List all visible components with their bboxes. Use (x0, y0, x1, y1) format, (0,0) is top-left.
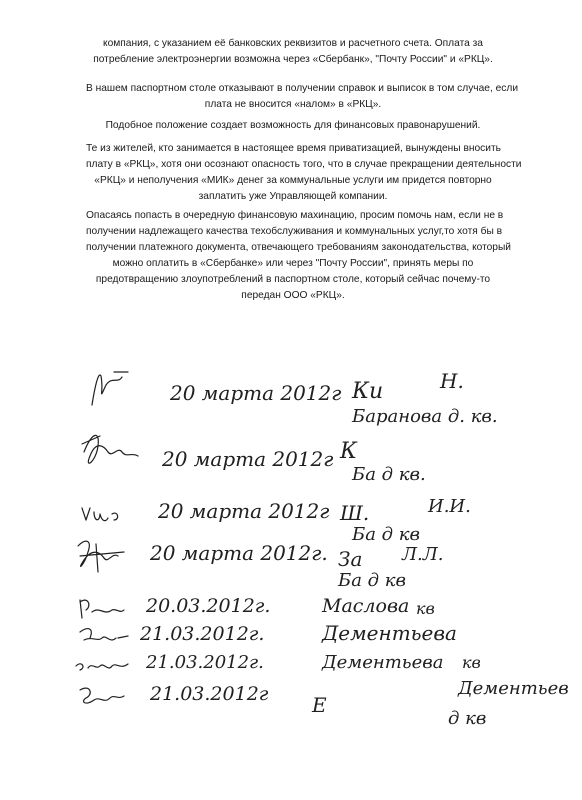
signature-name: Маслова (322, 595, 410, 617)
text-line: потребление электроэнергии возможна через «Сбербанк», "Почту России" и «РКЦ». (93, 54, 493, 65)
text-line: Опасаясь попасть в очередную финансовую махинацию, просим помочь нам, если не в (86, 210, 504, 221)
text-line: получении платежного документа, отвечающего требованиям законодательства, который (86, 242, 511, 253)
signature-name: За (338, 547, 363, 571)
signature-row (92, 369, 498, 427)
signature-row (82, 435, 426, 485)
signature-row (80, 621, 457, 645)
text-line: «РКЦ» и неполучения «МИК» денег за коммунальные услуги им придется повторно (94, 175, 492, 186)
signature-scribble (80, 688, 124, 703)
signature-scribble (92, 372, 128, 405)
text-line: можно оплатить в «Сбербанке» или через "Почту России", принять меры по (112, 258, 474, 269)
signature-name: Е (312, 693, 327, 717)
signature-row (76, 652, 481, 673)
text-line: передан ООО «РКЦ». (241, 290, 345, 301)
signature-scribble (82, 508, 118, 521)
signature-initials: Л.Л. (402, 544, 444, 565)
signature-scribble (80, 600, 124, 618)
signature-address: Баранова д. кв. (352, 406, 498, 427)
signature-date: 20 марта 2012г. (150, 541, 328, 565)
signature-date: 21.03.2012г (150, 683, 269, 705)
signature-address: кв (462, 653, 481, 672)
signature-row (80, 595, 435, 618)
text-line: компания, с указанием её банковских реквизитов и расчетного счета. Оплата за (103, 38, 483, 49)
signature-address: Ба д кв (338, 570, 407, 591)
signature-scribble (78, 541, 124, 572)
text-line: заплатить уже Управляющей компании. (198, 191, 388, 202)
signature-name: К (340, 439, 358, 464)
signature-name: Ш. (340, 501, 370, 525)
signature-address: кв (416, 599, 435, 618)
signature-address: д кв (448, 708, 487, 729)
signature-scribble (82, 435, 138, 463)
text-line: В нашем паспортном столе отказывают в получении справок и выписок в том случае, если (86, 83, 519, 94)
signature-date: 21.03.2012г. (140, 623, 265, 645)
signature-row (80, 678, 569, 729)
text-line: Подобное положение создает возможность для финансовых правонарушений. (105, 120, 481, 131)
text-line: плата не вносится «налом» в «РКЦ». (204, 99, 382, 110)
signature-date: 20 марта 2012г (170, 381, 342, 405)
signature-name: Дементьева (322, 621, 457, 645)
signature-row (78, 541, 443, 591)
text-line: получении надлежащего качества техобслуживания и коммунальных услуг,то хотя бы в (86, 226, 503, 237)
signature-name: Ки (352, 379, 384, 404)
signature-date: 20 марта 2012г (158, 499, 330, 523)
signature-name-2: Дементьев (458, 678, 569, 699)
signature-date: 20.03.2012г. (146, 595, 271, 617)
signature-name: Дементьева (322, 652, 444, 673)
signature-initials: Н. (440, 369, 464, 393)
signature-address: Ба д кв. (352, 464, 426, 485)
text-line: Те из жителей, кто занимается в настоящее время приватизацией, вынуждены вносить (86, 143, 501, 154)
signature-address: Ба д кв (352, 524, 421, 545)
text-line: предотвращению злоупотреблений в паспортном столе, который сейчас почему-то (95, 274, 491, 285)
signature-row (82, 496, 471, 545)
signature-date: 20 марта 2012г (162, 447, 334, 471)
text-line: плату в «РКЦ», хотя они осознают опасность того, что в случае прекращении деятельности (86, 159, 522, 170)
signature-scribble (80, 629, 128, 640)
signature-date: 21.03.2012г. (146, 652, 264, 673)
signature-scribble (76, 664, 128, 670)
signature-initials: И.И. (428, 496, 471, 517)
